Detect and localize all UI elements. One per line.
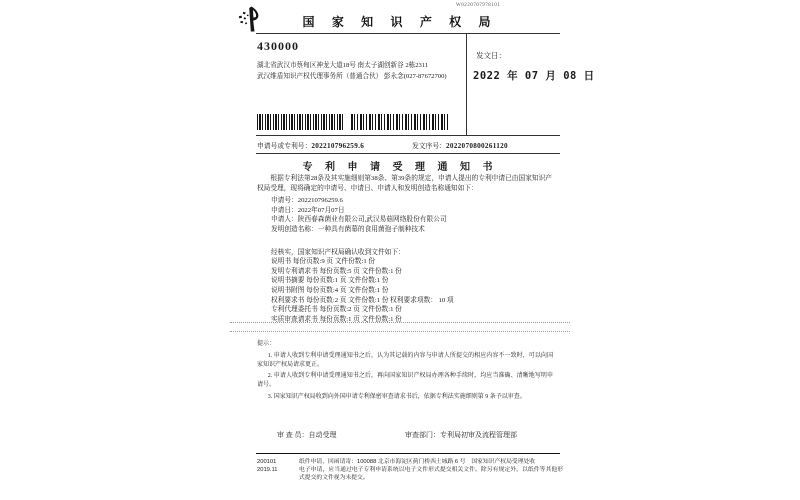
application-number-value: 202210796259.6 bbox=[311, 142, 365, 150]
received-doc-item: 实质审查请求书 每份页数:1 页 文件份数:1 份 bbox=[271, 315, 402, 323]
address-line-2: 武汉维盾知识产权代理事务所（普通合伙） 彭永念(027-87672700) bbox=[257, 73, 447, 80]
field-applicants: 申请人：陕西春森菌业有限公司,武汉易菇网络股份有限公司 bbox=[271, 216, 447, 224]
received-doc-item: 说明书 每份页数:9 页 文件份数:1 份 bbox=[271, 258, 376, 266]
received-doc-item: 发明专利请求书 每份页数:5 页 文件份数:1 份 bbox=[271, 267, 402, 275]
serial-number-label: 发文序号： bbox=[412, 143, 446, 150]
application-number bbox=[257, 140, 364, 150]
agency-title: 国 家 知 识 产 权 局 bbox=[302, 15, 498, 29]
intro-paragraph: 根据专利法第28条及其实施细则第38条、第39条的规定，申请人提出的专利申请已由国家知识产权局受理，现将确定的申请号、申请日、申请人和发明创造名称通知如下： bbox=[257, 175, 552, 192]
examiner bbox=[277, 430, 337, 440]
barcode-right bbox=[351, 114, 450, 130]
field-invention-title: 发明创造名称：一种具有菌幕的食用菌孢子制种技术 bbox=[271, 225, 425, 233]
notice-body bbox=[257, 174, 552, 324]
serial-number bbox=[412, 140, 508, 150]
field-application-no: 申请号：202210796259.6 bbox=[271, 197, 343, 205]
dotted-separator bbox=[230, 322, 570, 323]
notes-label: 提示： bbox=[257, 341, 276, 347]
note-item: 3. 国家知识产权局收到向外国申请专利保密审查请求书后，依据专利法实施细则第 9 条予以审查。 bbox=[267, 393, 526, 400]
footer-row-paper bbox=[257, 458, 563, 466]
footer-electronic-note: 电子申请，应当通过电子专利申请系统以电子文件形式提交相关文件。除另有规定外，以纸件等其他形式提交的文件视为未提交。 bbox=[299, 467, 563, 481]
barcode-left bbox=[257, 114, 343, 130]
issue-date-label: 发文日： bbox=[476, 51, 506, 60]
issue-date-box-divider bbox=[466, 33, 467, 135]
application-number-label: 申请号或专利号： bbox=[257, 143, 312, 150]
divider-below-meta bbox=[256, 153, 560, 154]
header-divider bbox=[256, 33, 560, 34]
footer bbox=[257, 458, 563, 482]
footer-divider bbox=[256, 453, 560, 454]
footer-row-electronic bbox=[257, 466, 563, 482]
department-label: 审查部门： bbox=[405, 431, 440, 439]
footer-paper-note: 纸件申请，回函请寄：100088 北京市海淀区蓟门桥西土城路 6 号 国家知识产权局受理处收 bbox=[299, 459, 536, 465]
review-department bbox=[405, 430, 517, 440]
issue-date-value: 2022 年 07 月 08 日 bbox=[473, 70, 595, 82]
form-code: 200101 bbox=[257, 459, 277, 465]
recipient-address bbox=[257, 60, 467, 82]
received-doc-item: 专利代理委托书 每份页数:2 页 文件份数:1 份 bbox=[271, 306, 402, 314]
received-doc-item: 权利要求书 每份页数:2 页 文件份数:1 份 权利要求项数： 10 项 bbox=[271, 296, 454, 304]
notes-section bbox=[257, 340, 553, 402]
notice-title: 专 利 申 请 受 理 通 知 书 bbox=[302, 162, 498, 173]
examiner-label: 审 查 员： bbox=[277, 431, 309, 439]
document-trace-code: W0220707978101 bbox=[456, 3, 501, 8]
received-doc-item: 说明书摘要 每份页数:1 页 文件份数:1 份 bbox=[271, 277, 389, 285]
postal-code: 430000 bbox=[257, 39, 299, 53]
dotted-separator bbox=[230, 331, 570, 332]
divider-above-meta bbox=[256, 135, 560, 136]
serial-number-value: 2022070800261120 bbox=[445, 142, 508, 150]
examiner-value: 自动受理 bbox=[308, 431, 337, 439]
department-value: 专利局初审及流程管理部 bbox=[440, 431, 517, 439]
note-item: 1. 申请人收到专利申请受理通知书之后，认为其记载的内容与申请人所提交的相应内容不一致时，可以向国家知识产权局请求更正。 bbox=[257, 352, 553, 368]
received-doc-item: 说明书附图 每份页数:4 页 文件份数:1 份 bbox=[271, 286, 389, 294]
address-line-1: 湖北省武汉市蔡甸区神龙大道18号 南太子湖创新谷 2栋2311 bbox=[257, 62, 429, 69]
patent-acceptance-notice bbox=[230, 0, 595, 500]
field-application-date: 申请日：2022年07月07日 bbox=[271, 206, 345, 214]
form-version: 2019.11 bbox=[257, 467, 278, 473]
received-documents-intro: 经核实，国家知识产权局确认收到文件如下： bbox=[271, 248, 405, 256]
note-item: 2. 申请人收到专利申请受理通知书之后，再向国家知识产权局办理各种手续时，均应当准确、清晰地写明申请号。 bbox=[257, 373, 553, 388]
